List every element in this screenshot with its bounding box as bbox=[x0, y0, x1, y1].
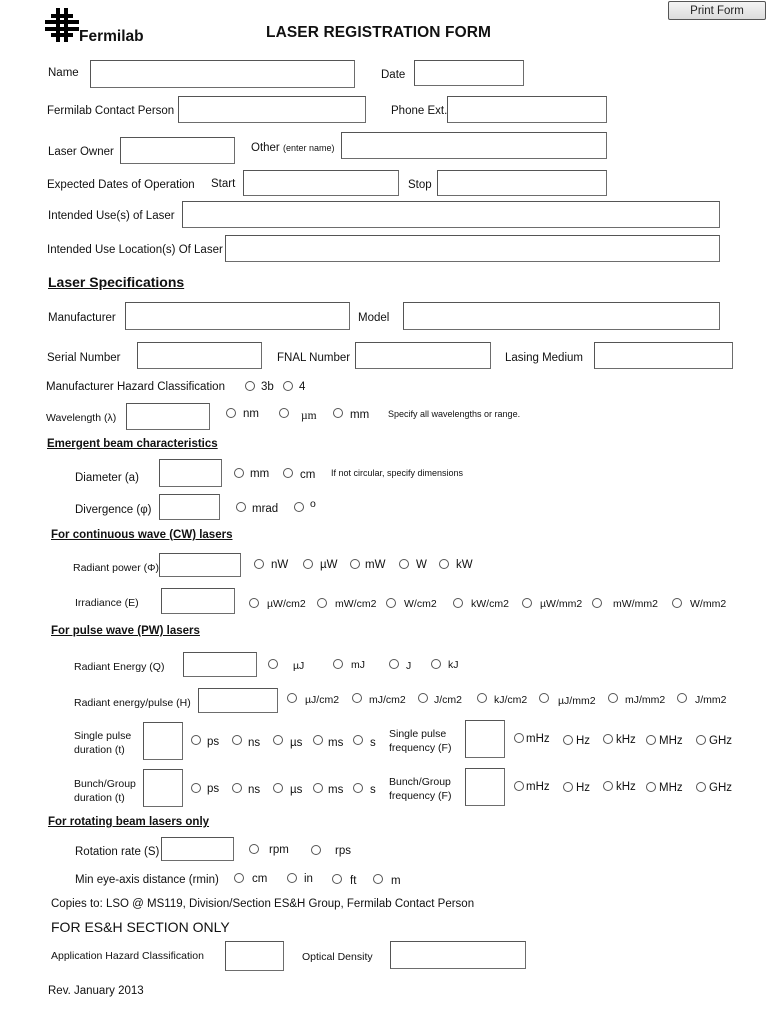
print-form-button[interactable]: Print Form bbox=[668, 1, 766, 20]
hazard-3b-label: 3b bbox=[261, 381, 274, 393]
sd-ps-label: ps bbox=[207, 736, 220, 748]
serial-input[interactable] bbox=[137, 342, 262, 369]
single-dur-label-1: Single pulse bbox=[74, 730, 132, 742]
power-mw-label: mW bbox=[365, 559, 386, 571]
sd-s-label: s bbox=[370, 737, 376, 749]
ep-6-label: mJ/mm2 bbox=[625, 694, 666, 706]
energy-label: Radiant Energy (Q) bbox=[74, 661, 165, 673]
power-mw-radio[interactable] bbox=[350, 559, 360, 569]
sf-megahz-label: MHz bbox=[659, 735, 683, 747]
bd-us-label: µs bbox=[290, 784, 303, 796]
ep-4-radio[interactable] bbox=[477, 693, 487, 703]
bf-ghz-label: GHz bbox=[709, 782, 732, 794]
bunch-freq-input[interactable] bbox=[465, 768, 505, 806]
start-label: Start bbox=[211, 178, 236, 190]
bf-hz-radio[interactable] bbox=[563, 782, 573, 792]
bunch-freq-label-1: Bunch/Group bbox=[389, 776, 451, 788]
min-ft-radio[interactable] bbox=[332, 874, 342, 884]
diam-note: If not circular, specify dimensions bbox=[331, 468, 464, 478]
irradiance-input[interactable] bbox=[161, 588, 235, 614]
sf-mhz-label: mHz bbox=[526, 733, 550, 745]
bunch-freq-label-2: frequency (F) bbox=[389, 790, 452, 802]
rate-rps-radio[interactable] bbox=[311, 845, 321, 855]
other-input[interactable] bbox=[341, 132, 607, 159]
irr-6-radio[interactable] bbox=[592, 598, 602, 608]
date-input[interactable] bbox=[414, 60, 524, 86]
single-freq-label-2: frequency (F) bbox=[389, 742, 452, 754]
sf-mhz-radio[interactable] bbox=[514, 733, 524, 743]
app-hazard-input[interactable] bbox=[225, 941, 284, 971]
uses-label: Intended Use(s) of Laser bbox=[48, 210, 175, 222]
irr-4-radio[interactable] bbox=[453, 598, 463, 608]
min-cm-label: cm bbox=[252, 873, 268, 885]
diam-cm-radio[interactable] bbox=[283, 468, 293, 478]
bf-megahz-label: MHz bbox=[659, 782, 683, 794]
energy-kj-label: kJ bbox=[448, 659, 459, 671]
min-m-radio[interactable] bbox=[373, 874, 383, 884]
power-nw-label: nW bbox=[271, 559, 289, 571]
energy-mj-radio[interactable] bbox=[333, 659, 343, 669]
sd-us-radio[interactable] bbox=[273, 735, 283, 745]
fnal-label: FNAL Number bbox=[277, 352, 351, 364]
other-note: (enter name) bbox=[282, 143, 335, 153]
cw-heading: For continuous wave (CW) lasers bbox=[51, 529, 233, 541]
location-input[interactable] bbox=[225, 235, 720, 262]
wave-nm-radio[interactable] bbox=[226, 408, 236, 418]
rate-rpm-radio[interactable] bbox=[249, 844, 259, 854]
power-uw-radio[interactable] bbox=[303, 559, 313, 569]
sf-megahz-radio[interactable] bbox=[646, 735, 656, 745]
power-label: Radiant power (Φ) bbox=[73, 562, 159, 574]
diameter-input[interactable] bbox=[159, 459, 222, 487]
sf-hz-label: Hz bbox=[576, 735, 591, 747]
contact-input[interactable] bbox=[178, 96, 366, 123]
name-input[interactable] bbox=[90, 60, 355, 88]
diam-mm-label: mm bbox=[250, 468, 270, 480]
model-label: Model bbox=[358, 312, 390, 324]
irr-1-label: µW/cm2 bbox=[267, 598, 306, 610]
ep-7-radio[interactable] bbox=[677, 693, 687, 703]
bd-ps-label: ps bbox=[207, 783, 220, 795]
min-distance-label: Min eye-axis distance (rmin) bbox=[75, 874, 219, 886]
power-uw-label: µW bbox=[320, 559, 338, 571]
wavelength-label: Wavelength (λ) bbox=[46, 412, 117, 424]
laser-specs-heading: Laser Specifications bbox=[48, 274, 185, 290]
bd-ms-radio[interactable] bbox=[313, 783, 323, 793]
diam-mm-radio[interactable] bbox=[234, 468, 244, 478]
hazard-4-label: 4 bbox=[299, 381, 306, 393]
esh-heading: FOR ES&H SECTION ONLY bbox=[51, 919, 230, 935]
div-mrad-label: mrad bbox=[252, 503, 279, 515]
irr-5-label: µW/mm2 bbox=[540, 598, 583, 610]
wave-nm-label: nm bbox=[243, 408, 259, 420]
ep-1-label: µJ/cm2 bbox=[305, 694, 340, 706]
app-hazard-label: Application Hazard Classification bbox=[51, 950, 204, 962]
energy-j-label: J bbox=[406, 660, 412, 672]
bunch-dur-label-1: Bunch/Group bbox=[74, 778, 136, 790]
ep-7-label: J/mm2 bbox=[695, 694, 727, 706]
irr-7-radio[interactable] bbox=[672, 598, 682, 608]
sf-hz-radio[interactable] bbox=[563, 735, 573, 745]
fermilab-logo-icon bbox=[45, 8, 79, 42]
owner-input[interactable] bbox=[120, 137, 235, 164]
phone-input[interactable] bbox=[447, 96, 607, 123]
ep-5-label: µJ/mm2 bbox=[558, 695, 596, 707]
wave-um-label: µm bbox=[301, 410, 317, 422]
uses-input[interactable] bbox=[182, 201, 720, 228]
stop-label: Stop bbox=[408, 179, 432, 191]
min-in-radio[interactable] bbox=[287, 873, 297, 883]
wave-note: Specify all wavelengths or range. bbox=[388, 409, 521, 419]
bd-us-radio[interactable] bbox=[273, 783, 283, 793]
date-label: Date bbox=[381, 69, 406, 81]
single-freq-input[interactable] bbox=[465, 720, 505, 758]
rate-label: Rotation rate (S) bbox=[75, 846, 160, 858]
bd-s-label: s bbox=[370, 784, 376, 796]
min-ft-label: ft bbox=[350, 875, 357, 887]
rot-heading: For rotating beam lasers only bbox=[48, 816, 210, 828]
serial-label: Serial Number bbox=[47, 352, 121, 364]
emergent-heading: Emergent beam characteristics bbox=[47, 438, 218, 450]
bf-hz-label: Hz bbox=[576, 782, 591, 794]
sd-ns-radio[interactable] bbox=[232, 735, 242, 745]
irr-2-radio[interactable] bbox=[317, 598, 327, 608]
energy-input[interactable] bbox=[183, 652, 257, 677]
bunch-dur-input[interactable] bbox=[143, 769, 183, 807]
bf-megahz-radio[interactable] bbox=[646, 782, 656, 792]
irradiance-label: Irradiance (E) bbox=[75, 597, 139, 609]
wavelength-input[interactable] bbox=[126, 403, 210, 430]
diam-cm-label: cm bbox=[300, 469, 316, 481]
min-m-label: m bbox=[391, 875, 401, 887]
div-deg-radio[interactable] bbox=[294, 502, 304, 512]
sf-ghz-label: GHz bbox=[709, 735, 732, 747]
irr-5-radio[interactable] bbox=[522, 598, 532, 608]
bf-ghz-radio[interactable] bbox=[696, 782, 706, 792]
divergence-label: Divergence (φ) bbox=[75, 504, 152, 516]
ep-2-radio[interactable] bbox=[352, 693, 362, 703]
diameter-label: Diameter (a) bbox=[75, 472, 139, 484]
other-text: Other bbox=[251, 142, 280, 154]
energy-pulse-input[interactable] bbox=[198, 688, 278, 713]
divergence-input[interactable] bbox=[159, 494, 220, 520]
sf-khz-label: kHz bbox=[616, 734, 636, 746]
bunch-dur-label-2: duration (t) bbox=[74, 792, 125, 804]
sd-ps-radio[interactable] bbox=[191, 735, 201, 745]
power-input[interactable] bbox=[159, 553, 241, 577]
ep-3-label: J/cm2 bbox=[434, 694, 463, 706]
bf-mhz-label: mHz bbox=[526, 781, 550, 793]
pw-heading: For pulse wave (PW) lasers bbox=[51, 625, 200, 637]
location-label: Intended Use Location(s) Of Laser bbox=[47, 244, 223, 256]
bd-ns-radio[interactable] bbox=[232, 783, 242, 793]
sf-khz-radio[interactable] bbox=[603, 734, 613, 744]
ep-3-radio[interactable] bbox=[418, 693, 428, 703]
min-in-label: in bbox=[304, 873, 313, 885]
irr-7-label: W/mm2 bbox=[690, 598, 727, 610]
rate-rpm-label: rpm bbox=[269, 844, 289, 856]
bd-ns-label: ns bbox=[248, 784, 261, 796]
min-cm-radio[interactable] bbox=[234, 873, 244, 883]
sf-ghz-radio[interactable] bbox=[696, 735, 706, 745]
ep-4-label: kJ/cm2 bbox=[494, 694, 528, 706]
irr-3-radio[interactable] bbox=[386, 598, 396, 608]
sd-ms-label: ms bbox=[328, 737, 344, 749]
hazard-label: Manufacturer Hazard Classification bbox=[46, 381, 225, 393]
form-title: LASER REGISTRATION FORM bbox=[266, 24, 492, 41]
bd-ms-label: ms bbox=[328, 784, 344, 796]
power-w-label: W bbox=[416, 559, 427, 571]
ep-1-radio[interactable] bbox=[287, 693, 297, 703]
energy-pulse-label: Radiant energy/pulse (H) bbox=[74, 697, 191, 709]
wave-um-radio[interactable] bbox=[279, 408, 289, 418]
optical-label: Optical Density bbox=[302, 951, 373, 963]
energy-j-radio[interactable] bbox=[389, 659, 399, 669]
sd-s-radio[interactable] bbox=[353, 735, 363, 745]
bd-s-radio[interactable] bbox=[353, 783, 363, 793]
power-kw-label: kW bbox=[456, 559, 473, 571]
model-input[interactable] bbox=[403, 302, 720, 330]
single-dur-label-2: duration (t) bbox=[74, 744, 125, 756]
manufacturer-input[interactable] bbox=[125, 302, 350, 330]
div-deg-label: o bbox=[310, 498, 316, 510]
irr-3-label: W/cm2 bbox=[404, 598, 437, 610]
irr-1-radio[interactable] bbox=[249, 598, 259, 608]
power-kw-radio[interactable] bbox=[439, 559, 449, 569]
irr-6-label: mW/mm2 bbox=[613, 598, 658, 610]
lasing-label: Lasing Medium bbox=[505, 352, 583, 364]
power-w-radio[interactable] bbox=[399, 559, 409, 569]
power-nw-radio[interactable] bbox=[254, 559, 264, 569]
irr-2-label: mW/cm2 bbox=[335, 598, 377, 610]
copies-text: Copies to: LSO @ MS119, Division/Section ES&H Group, Fermilab Contact Person bbox=[51, 898, 475, 910]
optical-input[interactable] bbox=[390, 941, 526, 969]
other-label bbox=[251, 141, 335, 155]
ep-2-label: mJ/cm2 bbox=[369, 694, 406, 706]
revision-text: Rev. January 2013 bbox=[48, 985, 144, 997]
manufacturer-label: Manufacturer bbox=[48, 312, 116, 324]
energy-kj-radio[interactable] bbox=[431, 659, 441, 669]
dates-label: Expected Dates of Operation bbox=[47, 179, 195, 191]
wave-mm-label: mm bbox=[350, 409, 370, 421]
div-mrad-radio[interactable] bbox=[236, 502, 246, 512]
energy-uj-radio[interactable] bbox=[268, 659, 278, 669]
wave-mm-radio[interactable] bbox=[333, 408, 343, 418]
ep-5-radio[interactable] bbox=[539, 693, 549, 703]
start-input[interactable] bbox=[243, 170, 399, 196]
rate-rps-label: rps bbox=[335, 845, 351, 857]
logo-text: Fermilab bbox=[79, 28, 144, 45]
ep-6-radio[interactable] bbox=[608, 693, 618, 703]
rate-input[interactable] bbox=[161, 837, 234, 861]
name-label: Name bbox=[48, 67, 79, 79]
irr-4-label: kW/cm2 bbox=[471, 598, 509, 610]
lasing-input[interactable] bbox=[594, 342, 733, 369]
contact-label: Fermilab Contact Person bbox=[47, 105, 175, 117]
bd-ps-radio[interactable] bbox=[191, 783, 201, 793]
sd-us-label: µs bbox=[290, 737, 303, 749]
hazard-3b-radio[interactable] bbox=[245, 381, 255, 391]
sd-ns-label: ns bbox=[248, 737, 261, 749]
bf-mhz-radio[interactable] bbox=[514, 781, 524, 791]
phone-label: Phone Ext. bbox=[391, 105, 448, 117]
fnal-input[interactable] bbox=[355, 342, 491, 369]
bf-khz-label: kHz bbox=[616, 781, 636, 793]
single-freq-label-1: Single pulse bbox=[389, 728, 447, 740]
energy-mj-label: mJ bbox=[351, 659, 365, 671]
owner-label: Laser Owner bbox=[48, 146, 114, 158]
energy-uj-label: µJ bbox=[293, 660, 305, 672]
fermilab-logo bbox=[45, 8, 165, 44]
bf-khz-radio[interactable] bbox=[603, 781, 613, 791]
stop-input[interactable] bbox=[437, 170, 607, 196]
sd-ms-radio[interactable] bbox=[313, 735, 323, 745]
single-dur-input[interactable] bbox=[143, 722, 183, 760]
hazard-4-radio[interactable] bbox=[283, 381, 293, 391]
